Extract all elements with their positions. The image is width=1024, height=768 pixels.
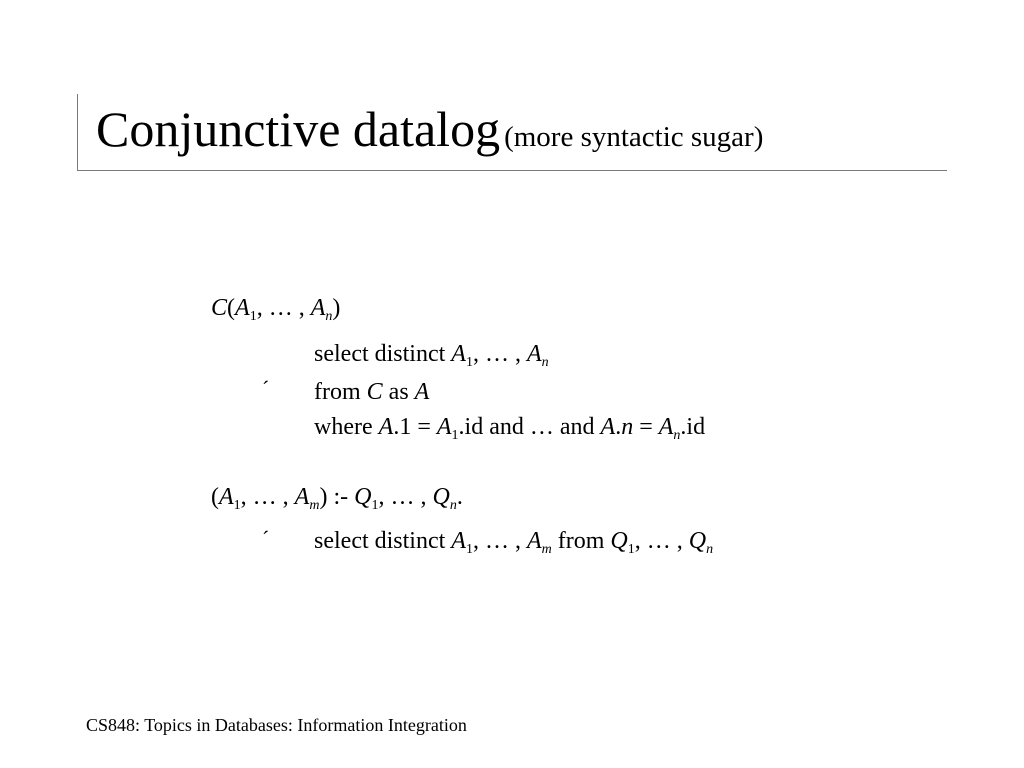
var-a: A xyxy=(235,295,250,321)
paren-open: ( xyxy=(211,484,219,510)
title-horizontal-rule xyxy=(77,170,947,171)
keyword: from xyxy=(314,379,367,405)
ellipsis: , … , xyxy=(256,295,311,321)
period: . xyxy=(456,484,463,510)
keyword: select distinct xyxy=(314,528,452,554)
keyword: where xyxy=(314,414,379,440)
block1-head xyxy=(211,295,341,324)
var-q: Q xyxy=(688,528,707,554)
block1-from-line xyxy=(314,380,429,404)
subscript: 1 xyxy=(465,542,473,557)
ellipsis: , … , xyxy=(378,484,433,510)
var-n: n xyxy=(621,414,634,440)
var-a: A xyxy=(526,341,542,367)
var-a: A xyxy=(436,414,452,440)
subscript: n xyxy=(449,498,457,513)
keyword: select distinct xyxy=(314,341,452,367)
ellipsis: , … , xyxy=(472,528,527,554)
var-a: A xyxy=(294,484,310,510)
equals: = xyxy=(633,414,659,440)
var-a: A xyxy=(219,484,234,510)
var-q: Q xyxy=(610,528,628,554)
var-a: A xyxy=(526,528,542,554)
subscript: 1 xyxy=(233,498,241,513)
var-a: A xyxy=(600,414,616,440)
subscript: n xyxy=(541,355,549,370)
var-q: Q xyxy=(354,484,372,510)
var-q: Q xyxy=(432,484,450,510)
subscript: 1 xyxy=(451,428,459,443)
subscript: m xyxy=(309,498,320,513)
block2-select-line xyxy=(314,528,714,557)
rule-arrow: ) :- xyxy=(319,484,355,510)
var-a: A xyxy=(310,295,326,321)
title-subtitle: (more syntactic sugar) xyxy=(504,121,764,153)
var-c: C xyxy=(366,379,383,405)
equivalence-symbol: ´ xyxy=(262,376,270,401)
ellipsis: , … , xyxy=(472,341,527,367)
var-a: A xyxy=(414,379,430,405)
subscript: 1 xyxy=(249,309,257,324)
keyword: as xyxy=(382,379,415,405)
subscript: n xyxy=(673,428,681,443)
title-main: Conjunctive datalog xyxy=(96,101,501,157)
text: .1 = xyxy=(393,414,437,440)
subscript: 1 xyxy=(465,355,473,370)
subscript: 1 xyxy=(371,498,379,513)
ellipsis: , … , xyxy=(634,528,689,554)
slide-footer: CS848: Topics in Databases: Information Integration xyxy=(86,715,467,735)
equivalence-symbol: ´ xyxy=(262,526,270,551)
paren-open: ( xyxy=(227,295,236,321)
block1-select-line xyxy=(314,341,549,370)
text: .id and … and xyxy=(458,414,601,440)
subscript: n xyxy=(706,542,714,557)
block2-head xyxy=(211,484,463,513)
var-a: A xyxy=(658,414,674,440)
ellipsis: , … , xyxy=(240,484,295,510)
keyword: from xyxy=(551,528,611,554)
slide-title xyxy=(96,101,764,157)
paren-close: ) xyxy=(332,295,341,321)
subscript: n xyxy=(325,309,333,324)
predicate-name: C xyxy=(211,295,228,321)
var-a: A xyxy=(451,528,466,554)
var-a: A xyxy=(378,414,394,440)
title-vertical-rule xyxy=(77,94,78,171)
dot: . xyxy=(615,414,622,440)
var-a: A xyxy=(451,341,466,367)
subscript: 1 xyxy=(627,542,635,557)
subscript: m xyxy=(541,542,552,557)
text: .id xyxy=(680,414,706,440)
block1-where-line xyxy=(314,414,706,443)
